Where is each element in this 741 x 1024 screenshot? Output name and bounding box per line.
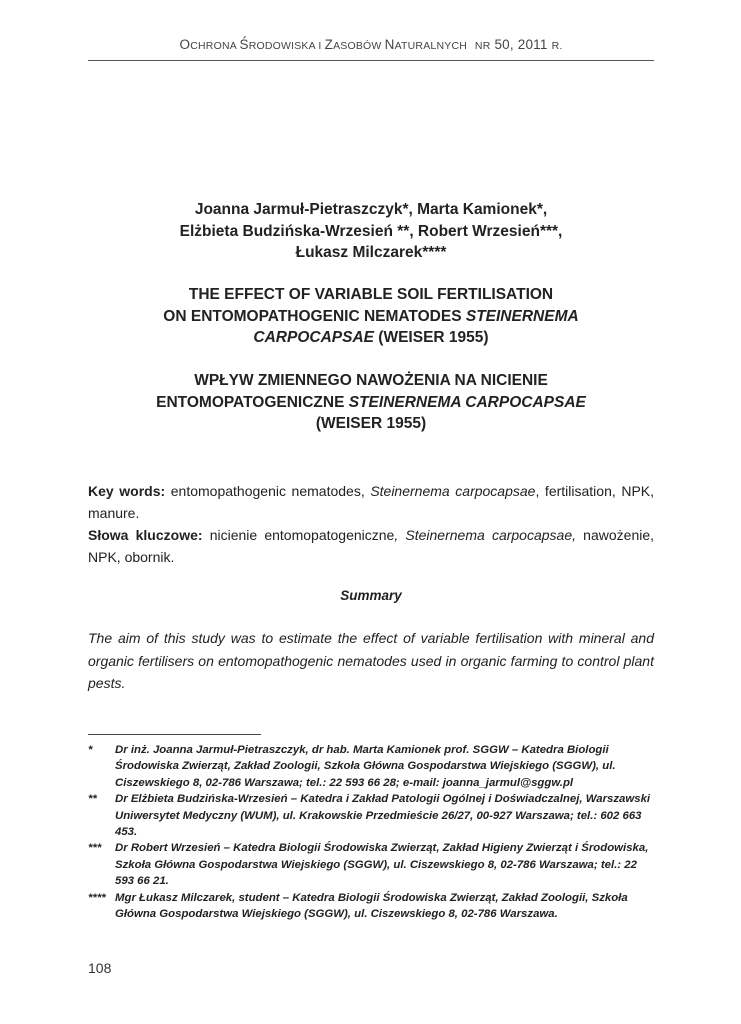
header-issue-suffix: R. bbox=[551, 40, 563, 52]
keywords bbox=[88, 480, 654, 568]
title-en-line-2 bbox=[88, 306, 654, 328]
header-journal-word1: CHRONA bbox=[190, 40, 240, 52]
header-journal-initial: O bbox=[179, 37, 191, 52]
header-journal-word3: ASOBÓW bbox=[333, 40, 385, 52]
header-journal-initial-2: Ś bbox=[239, 37, 249, 52]
footnote bbox=[88, 890, 658, 923]
keywords-en-species: Steinernema carpocapsae bbox=[370, 483, 536, 499]
title-pl-line-1: WPŁYW ZMIENNEGO NAWOŻENIA NA NICIENIE bbox=[194, 372, 548, 389]
title-en-line-1: THE EFFECT OF VARIABLE SOIL FERTILISATION bbox=[188, 286, 554, 303]
header-journal-initial-4: N bbox=[384, 37, 395, 52]
footnote bbox=[88, 840, 658, 889]
header-journal-word4: ATURALNYCH bbox=[394, 40, 468, 52]
summary-heading: Summary bbox=[340, 588, 402, 603]
keywords-pl-label: Słowa kluczowe: bbox=[88, 527, 203, 543]
page-number: 108 bbox=[88, 960, 112, 976]
title-pl-line-2-species: STEINERNEMA CARPOCAPSAE bbox=[348, 393, 586, 411]
keywords-en-label: Key words: bbox=[88, 483, 166, 499]
footnote-text: Mgr Łukasz Milczarek, student – Katedra Biologii Środowiska Zwierząt, Zakład Zoologii, Szkoła Główna Gospodarstwa Wiejskiego (SGGW), ul. Ciszewskiego 8, 02-786 Warszawa. bbox=[115, 891, 628, 921]
authors-line-3: Łukasz Milczarek**** bbox=[295, 244, 447, 261]
keywords-polish bbox=[88, 524, 654, 568]
title-en-line-2-species: STEINERNEMA bbox=[465, 307, 579, 325]
header-issue: 50, 2011 bbox=[494, 37, 548, 52]
keywords-en-text: entomopathogenic nematodes, bbox=[165, 483, 371, 499]
header-journal-initial-3: Z bbox=[324, 37, 334, 52]
footnote-mark: **** bbox=[88, 891, 106, 904]
title-en-line-3-species: CARPOCAPSAE bbox=[253, 329, 374, 346]
footnotes bbox=[88, 742, 658, 922]
footnote-mark: *** bbox=[88, 842, 102, 855]
footnote bbox=[88, 791, 658, 840]
summary-text: The aim of this study was to estimate the effect of variable fertilisation with mineral and organic fertilisers on entomopathogenic nematodes used in organic farming to control plant pests. bbox=[88, 630, 654, 691]
header-rule bbox=[88, 60, 654, 61]
title-pl-line-2-text: ENTOMOPATOGENICZNE bbox=[156, 393, 349, 411]
title-english bbox=[88, 284, 654, 349]
title-pl-line-2 bbox=[88, 392, 654, 414]
keywords-en-text-2: , fertilisation, NPK, manure. bbox=[88, 483, 655, 521]
authors bbox=[88, 199, 654, 264]
footnote-text: Dr Robert Wrzesień – Katedra Biologii Środowiska Zwierząt, Zakład Higieny Zwierząt i Środowiska, Szkoła Główna Gospodarstwa Wiejskiego (SGGW), ul. Ciszewskiego 8, 02-786 Warszawa; tel.: 22 593 66 21. bbox=[115, 842, 649, 888]
header-journal-word2: RODOWISKA I bbox=[248, 40, 325, 52]
title-polish bbox=[88, 370, 654, 435]
footnote-rule bbox=[88, 734, 261, 735]
header-issue-prefix: NR bbox=[474, 40, 491, 52]
keywords-pl-text: nicienie entomopatogeniczne bbox=[202, 527, 395, 543]
footnote-mark: * bbox=[88, 744, 93, 756]
keywords-english bbox=[88, 480, 654, 524]
title-pl-line-3: (WEISER 1955) bbox=[315, 415, 427, 432]
authors-line-2: Elżbieta Budzińska-Wrzesień **, Robert Wrzesień***, bbox=[179, 222, 563, 240]
authors-line-1: Joanna Jarmuł-Pietraszczyk*, Marta Kamionek*, bbox=[194, 201, 548, 218]
keywords-pl-species: , Steinernema carpocapsae, bbox=[394, 527, 577, 543]
title-en-line-2-text: ON ENTOMOPATHOGENIC NEMATODES bbox=[163, 307, 466, 325]
footnote-text: Dr Elżbieta Budzińska-Wrzesień – Katedra i Zakład Patologii Ogólnej i Doświadczalnej, Warszawski Uniwersytet Medyczny (WUM), ul. Krakowskie Przedmieście 26/27, 00-927 Warszawa; tel.: 602 663 453. bbox=[115, 793, 651, 839]
running-header bbox=[88, 37, 654, 52]
title-en-line-3 bbox=[88, 327, 654, 349]
footnote-mark: ** bbox=[88, 793, 97, 806]
footnote bbox=[88, 742, 658, 791]
keywords-pl-text-2: nawożenie, NPK, obornik. bbox=[88, 527, 655, 565]
title-en-line-3-text: (WEISER 1955) bbox=[374, 329, 489, 346]
footnote-text: Dr inż. Joanna Jarmuł-Pietraszczyk, dr hab. Marta Kamionek prof. SGGW – Katedra Biologii Środowiska Zwierząt, Zakład Zoologii, Szkoła Główna Gospodarstwa Wiejskiego (SGGW), ul. Ciszewskiego 8, 02-786 Warszawa; tel.: 22 593 66 28; e-mail: joanna_jarmul@sggw.pl bbox=[115, 744, 616, 789]
